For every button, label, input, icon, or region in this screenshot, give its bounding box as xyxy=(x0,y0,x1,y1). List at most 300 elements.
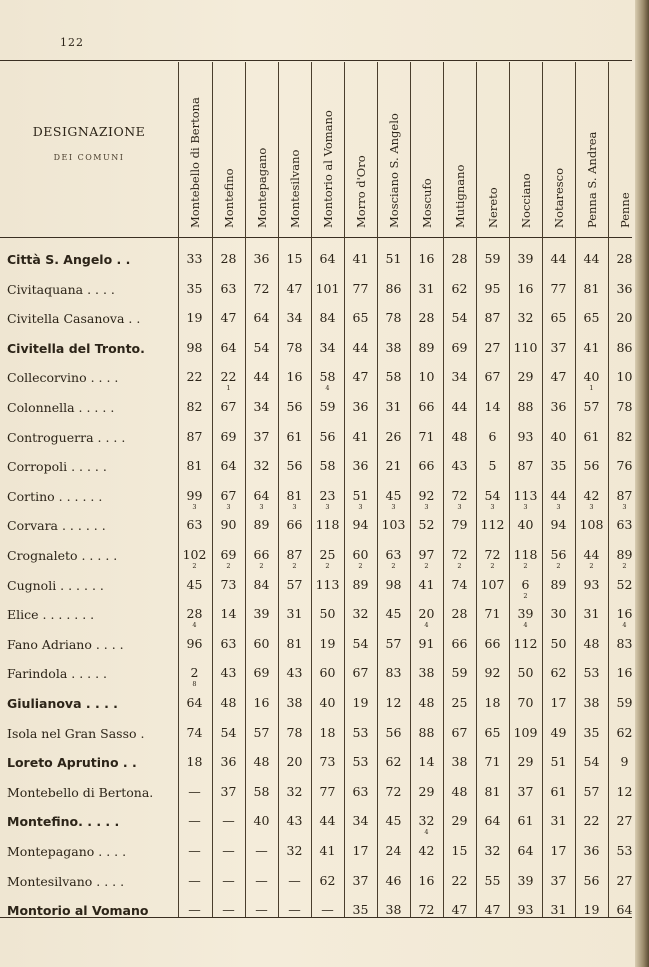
table-cell: 73 xyxy=(319,754,336,770)
column-header-label: Nereto xyxy=(485,187,500,228)
table-cell: 63 xyxy=(616,517,633,533)
table-cell-subscript: 2 xyxy=(589,562,594,570)
table-cell: 72 xyxy=(451,487,468,503)
table-cell: 12 xyxy=(385,695,402,710)
column-header-label: Moscufo xyxy=(419,178,434,228)
table-cell: 5 xyxy=(488,458,497,474)
table-cell: 88 xyxy=(517,399,534,414)
column-header-label: Montefino xyxy=(221,168,236,228)
row-commune-name: Montefino. . . . . xyxy=(7,814,120,830)
table-cell: 42 xyxy=(418,843,435,858)
column-header xyxy=(212,62,245,234)
table-cell: 66 xyxy=(451,635,468,651)
row-commune-name: Controguerra . . . . xyxy=(7,429,126,445)
table-cell: 41 xyxy=(583,339,600,355)
table-cell-subscript: 4 xyxy=(622,621,627,630)
table-cell: 14 xyxy=(220,606,237,622)
table-cell: 103 xyxy=(381,517,406,533)
table-cell-subscript: 2 xyxy=(192,562,197,570)
table-cell: 56 xyxy=(319,428,336,444)
table-cell-subscript: 4 xyxy=(192,621,197,630)
table-cell: 47 xyxy=(484,902,501,918)
table-cell: — xyxy=(222,843,235,858)
table-cell: 57 xyxy=(583,783,600,799)
table-row xyxy=(0,662,632,692)
table-cell: 61 xyxy=(517,813,534,829)
table-cell: 47 xyxy=(550,369,567,385)
table-cell: 76 xyxy=(616,458,633,474)
table-cell: — xyxy=(255,843,268,858)
table-cell: 17 xyxy=(352,843,369,858)
table-cell: — xyxy=(188,872,201,888)
table-cell: 16 xyxy=(616,665,633,681)
table-cell-subscript: 3 xyxy=(457,502,462,511)
table-row xyxy=(0,248,632,278)
table-cell: 22 xyxy=(186,369,203,385)
table-cell: — xyxy=(188,843,201,858)
table-cell: 60 xyxy=(352,547,369,562)
table-cell: 53 xyxy=(352,724,369,740)
table-cell: 53 xyxy=(583,665,600,681)
table-cell: 64 xyxy=(186,695,203,710)
table-cell: 39 xyxy=(517,872,534,888)
table-cell: 38 xyxy=(286,695,303,710)
table-cell: 60 xyxy=(253,635,270,651)
table-cell: 28 xyxy=(616,251,633,266)
table-row xyxy=(0,781,632,811)
table-cell: 118 xyxy=(513,547,538,562)
table-cell: 32 xyxy=(517,310,534,326)
table-row xyxy=(0,544,632,574)
table-cell: 53 xyxy=(616,843,633,858)
column-header xyxy=(509,62,542,234)
table-cell: 64 xyxy=(220,339,237,355)
table-cell: 56 xyxy=(286,399,303,414)
table-cell-subscript: 4 xyxy=(424,828,429,837)
table-cell: 38 xyxy=(418,665,435,681)
table-cell-subscript: 2 xyxy=(523,562,528,570)
table-cell: 52 xyxy=(418,517,435,533)
table-cell: 41 xyxy=(319,843,336,858)
table-row xyxy=(0,485,632,515)
row-commune-name: Civitella del Tronto. xyxy=(7,340,145,356)
table-cell: 12 xyxy=(616,783,633,799)
table-cell: 38 xyxy=(385,339,402,355)
table-cell: 22 xyxy=(220,369,237,385)
table-cell: 16 xyxy=(616,606,633,622)
table-cell-subscript: 3 xyxy=(325,502,330,511)
table-cell: 87 xyxy=(616,487,633,503)
table-cell: 64 xyxy=(253,487,270,503)
table-cell: 43 xyxy=(451,458,468,474)
table-cell: 82 xyxy=(186,399,203,414)
table-cell: — xyxy=(255,872,268,888)
table-cell: 78 xyxy=(286,724,303,740)
table-cell: 58 xyxy=(319,458,336,474)
table-cell: 32 xyxy=(418,813,435,829)
table-cell-subscript: 2 xyxy=(226,562,231,570)
table-cell: 59 xyxy=(616,695,633,710)
table-cell: 40 xyxy=(517,517,534,533)
table-cell: 44 xyxy=(583,251,600,266)
table-cell: 78 xyxy=(616,399,633,414)
table-cell: 14 xyxy=(418,754,435,770)
table-cell: 27 xyxy=(484,339,501,355)
table-cell: 77 xyxy=(319,783,336,799)
table-cell: 43 xyxy=(286,813,303,829)
table-cell: 88 xyxy=(418,724,435,740)
table-cell: 57 xyxy=(385,635,402,651)
table-cell: 87 xyxy=(484,310,501,326)
table-cell-subscript: 3 xyxy=(358,502,363,511)
table-row xyxy=(0,278,632,308)
table-cell: 37 xyxy=(550,872,567,888)
table-cell: 28 xyxy=(418,310,435,326)
table-cell: 95 xyxy=(484,280,501,296)
table-cell: 64 xyxy=(517,843,534,858)
table-cell: 112 xyxy=(513,635,538,651)
table-cell: 64 xyxy=(616,902,633,918)
table-cell: 61 xyxy=(550,783,567,799)
table-cell: 29 xyxy=(418,783,435,799)
table-cell: 21 xyxy=(385,458,402,474)
table-cell-subscript: 2 xyxy=(457,562,462,570)
table-cell: — xyxy=(188,902,201,918)
table-cell: 63 xyxy=(186,517,203,533)
table-cell: 69 xyxy=(451,339,468,355)
table-cell: 20 xyxy=(616,310,633,326)
table-row xyxy=(0,337,632,367)
table-cell: 20 xyxy=(418,606,435,622)
table-cell: 36 xyxy=(253,251,270,266)
table-cell: 66 xyxy=(418,458,435,474)
table-cell-subscript: 3 xyxy=(192,502,197,511)
table-cell: 84 xyxy=(319,310,336,326)
table-cell: 34 xyxy=(352,813,369,829)
table-cell-subscript: 2 xyxy=(424,562,429,570)
table-cell-subscript: 3 xyxy=(391,502,396,511)
column-header-label: Montepagano xyxy=(254,147,269,228)
table-cell-subscript: 3 xyxy=(523,502,528,511)
table-cell: 48 xyxy=(451,783,468,799)
table-cell: 29 xyxy=(517,369,534,385)
table-cell: 29 xyxy=(451,813,468,829)
table-cell: 18 xyxy=(319,724,336,740)
table-cell: 89 xyxy=(418,339,435,355)
table-cell-subscript: 2 xyxy=(490,562,495,570)
table-cell: 31 xyxy=(418,280,435,296)
table-cell: 118 xyxy=(315,517,340,533)
table-row xyxy=(0,810,632,840)
column-header xyxy=(443,62,476,234)
table-cell: 28 xyxy=(186,606,203,622)
column-header-label: Mutignano xyxy=(452,164,467,228)
table-cell: 47 xyxy=(286,280,303,296)
table-cell: 60 xyxy=(319,665,336,681)
table-cell: 36 xyxy=(220,754,237,770)
table-cell: 16 xyxy=(253,695,270,710)
row-commune-name: Isola nel Gran Sasso . xyxy=(7,725,145,741)
table-cell: 63 xyxy=(385,547,402,562)
table-cell: 79 xyxy=(451,517,468,533)
table-cell: 38 xyxy=(583,695,600,710)
table-cell: 45 xyxy=(385,606,402,622)
table-cell: 14 xyxy=(484,399,501,414)
column-header xyxy=(542,62,575,234)
row-commune-name: Giulianova . . . . xyxy=(7,696,118,711)
table-cell: 36 xyxy=(550,399,567,414)
table-cell: 34 xyxy=(286,310,303,326)
table-row xyxy=(0,751,632,781)
table-cell: 26 xyxy=(385,428,402,444)
table-cell: 67 xyxy=(451,724,468,740)
table-cell: 49 xyxy=(550,724,567,740)
table-cell: 32 xyxy=(484,843,501,858)
table-cell: 36 xyxy=(616,280,633,296)
table-cell: 39 xyxy=(517,251,534,266)
column-header-label: Morro d'Oro xyxy=(353,155,368,228)
table-cell: 90 xyxy=(220,517,237,533)
column-header xyxy=(476,62,509,234)
table-cell: 47 xyxy=(451,902,468,918)
table-cell: 31 xyxy=(385,399,402,414)
table-cell: 54 xyxy=(220,724,237,740)
table-cell: 65 xyxy=(352,310,369,326)
table-cell: 37 xyxy=(517,783,534,799)
table-cell: 69 xyxy=(220,428,237,444)
table-cell: 15 xyxy=(286,251,303,266)
table-cell: 56 xyxy=(286,458,303,474)
table-cell: 82 xyxy=(616,428,633,444)
table-cell: 19 xyxy=(319,635,336,651)
table-cell: 102 xyxy=(182,547,207,562)
table-cell: 112 xyxy=(480,517,505,533)
table-cell: 87 xyxy=(286,547,303,562)
table-cell: 10 xyxy=(616,369,633,385)
table-cell: 24 xyxy=(385,843,402,858)
table-cell: 94 xyxy=(550,517,567,533)
table-cell: 83 xyxy=(616,635,633,651)
row-commune-name: Colonnella . . . . . xyxy=(7,400,115,415)
table-row xyxy=(0,574,632,604)
table-cell: 59 xyxy=(484,251,501,266)
table-cell-subscript: 3 xyxy=(589,502,594,511)
table-cell: 44 xyxy=(253,369,270,385)
table-cell: 94 xyxy=(352,517,369,533)
row-commune-name: Corvara . . . . . . xyxy=(7,518,106,534)
table-cell: 37 xyxy=(550,339,567,355)
row-commune-name: Cugnoli . . . . . . xyxy=(7,577,104,593)
row-commune-name: Città S. Angelo . . xyxy=(7,252,131,267)
table-cell: 30 xyxy=(550,606,567,622)
table-cell: 65 xyxy=(550,310,567,326)
table-cell: 35 xyxy=(186,280,203,296)
table-cell: 41 xyxy=(352,428,369,444)
table-cell: 54 xyxy=(583,754,600,770)
table-cell: 66 xyxy=(253,547,270,562)
table-cell: 74 xyxy=(451,576,468,592)
table-cell: 56 xyxy=(583,872,600,888)
table-cell: 55 xyxy=(484,872,501,888)
table-cell: 96 xyxy=(186,635,203,651)
table-cell-subscript: 4 xyxy=(523,621,528,630)
table-cell: 63 xyxy=(352,783,369,799)
table-cell: 56 xyxy=(550,547,567,562)
table-cell: 71 xyxy=(418,428,435,444)
table-cell: 87 xyxy=(186,428,203,444)
table-cell: 41 xyxy=(418,576,435,592)
table-cell-subscript: 3 xyxy=(292,502,297,511)
table-cell: 73 xyxy=(220,576,237,592)
table-cell: 52 xyxy=(616,576,633,592)
table-cell-subscript: 4 xyxy=(325,384,330,393)
designation-subheading: DEI COMUNI xyxy=(53,153,125,162)
table-cell: 36 xyxy=(352,399,369,414)
table-cell: 81 xyxy=(583,280,600,296)
table-cell-subscript: 2 xyxy=(523,591,528,600)
table-cell: 28 xyxy=(451,606,468,622)
table-cell: 58 xyxy=(319,369,336,385)
table-cell: 54 xyxy=(484,487,501,503)
table-cell: 45 xyxy=(385,487,402,503)
table-cell: 65 xyxy=(583,310,600,326)
table-cell: 81 xyxy=(484,783,501,799)
table-cell: 57 xyxy=(583,399,600,414)
table-cell: 97 xyxy=(418,547,435,562)
table-cell: 71 xyxy=(484,754,501,770)
table-cell: 40 xyxy=(583,369,600,385)
table-cell: 42 xyxy=(583,487,600,503)
table-cell: 44 xyxy=(451,399,468,414)
row-commune-name: Crognaleto . . . . . xyxy=(7,548,118,563)
column-header xyxy=(410,62,443,234)
table-cell: 45 xyxy=(186,576,203,592)
table-cell: 44 xyxy=(319,813,336,829)
table-cell: 61 xyxy=(286,428,303,444)
column-header-label: Penne xyxy=(617,192,632,228)
table-cell: 31 xyxy=(550,813,567,829)
table-cell-subscript: 2 xyxy=(622,562,627,570)
table-row xyxy=(0,692,632,722)
table-cell-subscript: 2 xyxy=(358,562,363,570)
column-header xyxy=(377,62,410,234)
table-cell: — xyxy=(288,872,301,888)
table-cell: — xyxy=(188,813,201,829)
table-cell: 35 xyxy=(352,902,369,918)
table-cell: 78 xyxy=(286,339,303,355)
page-number: 122 xyxy=(60,36,84,49)
table-cell: 37 xyxy=(220,783,237,799)
table-cell: 6 xyxy=(488,428,497,444)
table-cell: 64 xyxy=(253,310,270,326)
table-cell: 86 xyxy=(616,339,633,355)
table-row xyxy=(0,426,632,456)
table-cell: 63 xyxy=(220,635,237,651)
table-cell: 32 xyxy=(286,843,303,858)
table-cell: 39 xyxy=(517,606,534,622)
table-cell: 50 xyxy=(517,665,534,681)
row-commune-name: Loreto Aprutino . . xyxy=(7,755,137,771)
table-cell: 10 xyxy=(418,369,435,385)
table-cell: 43 xyxy=(220,665,237,681)
table-cell: 31 xyxy=(550,902,567,918)
table-cell: 58 xyxy=(253,783,270,799)
table-cell: 15 xyxy=(451,843,468,858)
table-cell: 47 xyxy=(220,310,237,326)
column-header xyxy=(245,62,278,234)
table-cell: 32 xyxy=(286,783,303,799)
table-cell: 72 xyxy=(253,280,270,296)
table-cell: 29 xyxy=(517,754,534,770)
table-cell: 33 xyxy=(186,251,203,266)
table-cell: 54 xyxy=(352,635,369,651)
table-cell: 44 xyxy=(550,251,567,266)
column-header-label: Penna S. Andrea xyxy=(584,131,599,228)
table-cell: 78 xyxy=(385,310,402,326)
table-cell: 36 xyxy=(352,458,369,474)
table-cell: — xyxy=(222,872,235,888)
table-cell: 89 xyxy=(352,576,369,592)
table-cell-subscript: 4 xyxy=(424,621,429,630)
table-cell: 40 xyxy=(253,813,270,829)
table-cell: 57 xyxy=(286,576,303,592)
table-cell: 107 xyxy=(480,576,505,592)
table-cell: 62 xyxy=(550,665,567,681)
row-commune-name: Civitella Casanova . . xyxy=(7,311,141,327)
table-cell: 19 xyxy=(583,902,600,918)
row-commune-name: Collecorvino . . . . xyxy=(7,370,119,386)
table-cell: 34 xyxy=(451,369,468,385)
table-cell: — xyxy=(321,902,334,918)
table-cell: 64 xyxy=(484,813,501,829)
row-commune-name: Corropoli . . . . . xyxy=(7,459,107,475)
table-cell: 31 xyxy=(583,606,600,622)
table-cell: 48 xyxy=(451,428,468,444)
table-cell-subscript: 3 xyxy=(622,502,627,511)
column-header-label: Montebello di Bertona xyxy=(187,97,202,228)
table-cell: 93 xyxy=(517,428,534,444)
row-commune-name: Cortino . . . . . . xyxy=(7,488,103,504)
table-cell-subscript: 3 xyxy=(226,502,231,511)
table-cell: 93 xyxy=(583,576,600,592)
table-cell: 67 xyxy=(220,399,237,414)
table-cell-subscript: 3 xyxy=(424,502,429,511)
table-cell: 22 xyxy=(451,872,468,888)
column-header xyxy=(311,62,344,234)
table-cell: 72 xyxy=(451,547,468,562)
table-cell: 72 xyxy=(385,783,402,799)
table-cell: 92 xyxy=(484,665,501,681)
table-cell: 16 xyxy=(418,872,435,888)
table-cell: 93 xyxy=(517,902,534,918)
table-row xyxy=(0,396,632,426)
row-commune-name: Elice . . . . . . . xyxy=(7,607,95,623)
table-cell-subscript: 8 xyxy=(192,680,197,689)
table-cell: 66 xyxy=(484,635,501,651)
table-cell: 44 xyxy=(583,547,600,562)
table-cell: 48 xyxy=(220,695,237,710)
table-cell: 86 xyxy=(385,280,402,296)
table-cell: 81 xyxy=(286,487,303,503)
table-row xyxy=(0,899,632,929)
table-row xyxy=(0,307,632,337)
table-cell: 34 xyxy=(253,399,270,414)
table-cell: 16 xyxy=(418,251,435,266)
table-cell: 28 xyxy=(451,251,468,266)
table-cell: 19 xyxy=(352,695,369,710)
table-cell: 72 xyxy=(418,902,435,918)
table-cell-subscript: 2 xyxy=(325,562,330,570)
